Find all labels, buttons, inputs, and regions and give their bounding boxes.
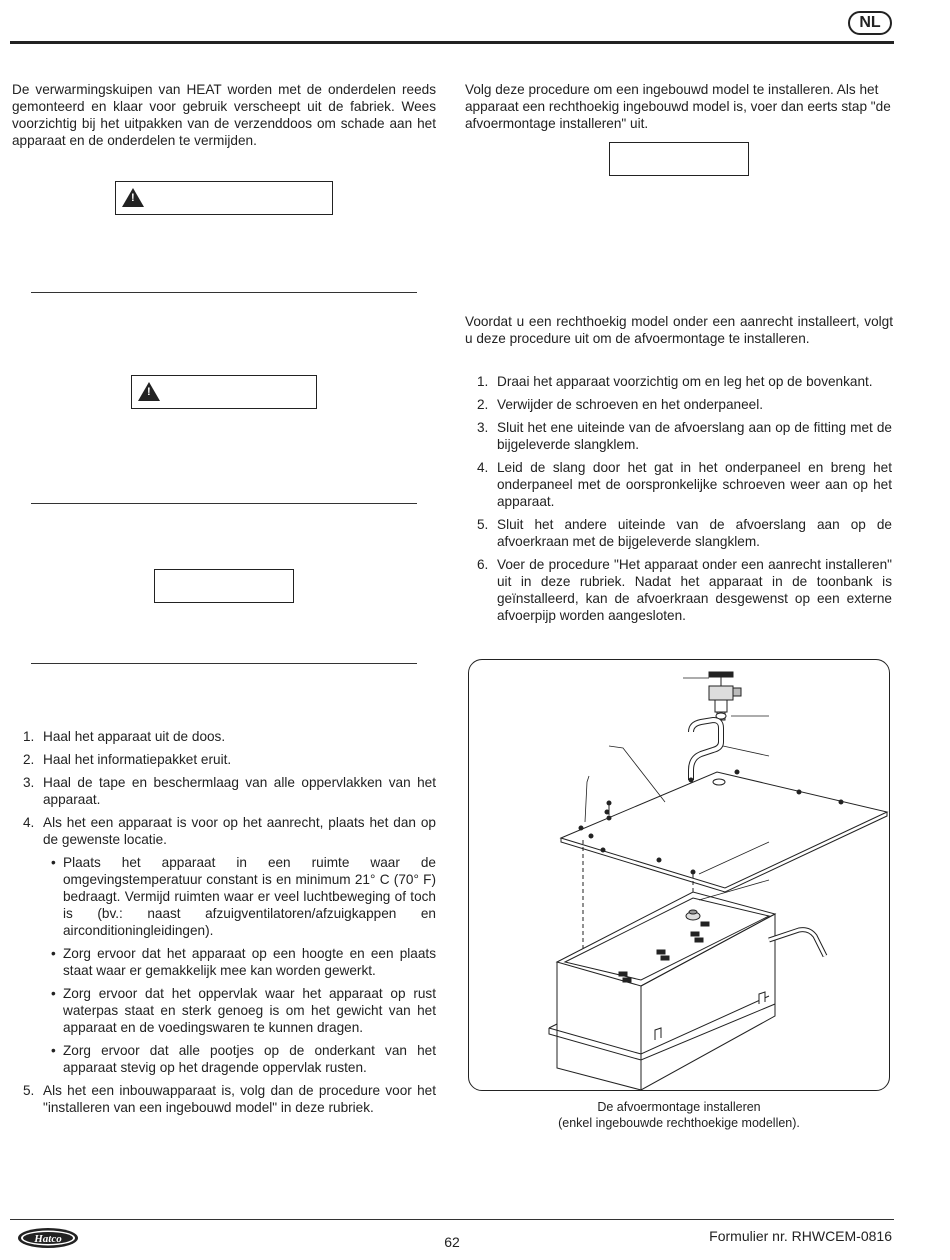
list-item: 3. Sluit het ene uiteinde van de afvoerslang aan op de fitting met de bijgeleverde slangklem. — [477, 420, 892, 452]
list-item: 3. Haal de tape en beschermlaag van alle oppervlakken van het apparaat. — [23, 775, 436, 807]
form-number: Formulier nr. RHWCEM-0816 — [709, 1228, 892, 1244]
placement-bullets — [43, 854, 436, 1076]
unpacking-intro: De verwarmingskuipen van HEAT worden met de onderdelen reeds gemonteerd en klaar voor gebruik verscheept uit de fabriek. Wees voorzichtig bij het uitpakken van de verzenddoos om schade aan het apparaat en de onderdelen te vermijden. — [12, 82, 436, 148]
drain-valve-icon — [709, 672, 741, 720]
hatco-logo — [16, 1226, 80, 1250]
list-item: 1. Draai het apparaat voorzichtig om en leg het op de bovenkant. — [477, 374, 873, 389]
list-item: • Zorg ervoor dat het apparaat op een hoogte en een plaats staat waar er gemakkelijk mee kan worden gewerkt. — [51, 946, 436, 978]
notice-box — [609, 142, 749, 176]
list-item: 1. Haal het apparaat uit de doos. — [23, 729, 226, 744]
section-divider-3 — [31, 663, 417, 664]
unpacking-steps — [12, 728, 436, 1122]
drain-intro: Voordat u een rechthoekig model onder een aanrecht installeert, volgt u deze procedure uit om de afvoermontage te installeren. — [465, 314, 893, 346]
drain-steps — [466, 373, 892, 630]
drain-assembly-illustration — [469, 660, 889, 1090]
list-item: 5. Als het een inbouwapparaat is, volg dan de procedure voor het "installeren van een ingebouwd model" in deze rubriek. — [23, 1083, 436, 1115]
warning-box-2 — [131, 375, 317, 409]
warning-triangle-icon: ! — [122, 188, 144, 207]
list-item: • Plaats het apparaat in een ruimte waar de omgevingstemperatuur constant is en minimum 21° C (70° F) bedraagt. Vermijd ruimten waar er veel luchtbeweging of toch is (bv.: naast afzuigventilatoren/afzuigkappen en airconditioningleidingen). — [51, 855, 436, 938]
list-item: 6. Voer de procedure "Het apparaat onder een aanrecht installeren" uit in deze rubriek. Nadat het apparaat in de toonbank is geïnstalleerd, kan de afvoerkraan desgewenst op een externe afvoerpijp worden aangesloten. — [477, 557, 892, 623]
list-item: 5. Sluit het andere uiteinde van de afvoerslang aan op de afvoerkraan met de bijgeleverde slangklem. — [477, 517, 892, 549]
figure-caption: De afvoermontage installeren (enkel ingebouwde rechthoekige modellen). — [558, 1100, 800, 1130]
list-item: 2. Verwijder de schroeven en het onderpaneel. — [477, 397, 764, 412]
notice-box — [154, 569, 294, 603]
section-divider-1 — [31, 292, 417, 293]
warning-box-1 — [115, 181, 333, 215]
svg-text:Hatco: Hatco — [34, 1233, 62, 1245]
warning-triangle-icon: ! — [138, 382, 160, 401]
list-item: • Zorg ervoor dat alle pootjes op de onderkant van het apparaat stevig op het dragende oppervlak rusten. — [51, 1043, 436, 1075]
footer-rule — [10, 1219, 894, 1220]
built-in-intro: Volg deze procedure om een ingebouwd model te installeren. Als het apparaat een rechthoekig ingebouwd model is, voer dan eerts stap "de afvoermontage installeren" uit. — [465, 82, 891, 131]
list-item: 4. Als het een apparaat is voor op het aanrecht, plaats het dan op de gewenste locatie. • Plaats het apparaat in een ruimte waar de omgevingstemperatuur constant is en minimum 21° C (70° F) bedraagt. Vermijd ruimten waar er veel luchtbeweging of toch is (bv.: naast afzuigventilatoren/afzuigkappen en airconditioningleidingen). • Zorg ervoor dat het apparaat op een hoogte en een plaats staat waar er gemakkelijk mee kan worden gewerkt. • Zorg ervoor dat het oppervlak waar het apparaat op rust waterpas staat en sterk genoeg is om het gewicht van het apparaat en de voedingswaren te kunnen dragen. • Zorg ervoor dat alle pootjes op de onderkant van het apparaat stevig op het dragende oppervlak rusten. — [23, 815, 436, 1075]
list-item: • Zorg ervoor dat het oppervlak waar het apparaat op rust waterpas staat en sterk genoeg is om het gewicht van het apparaat en de voedingswaren te kunnen dragen. — [51, 986, 436, 1035]
header-rule — [10, 41, 894, 44]
page-number: 62 — [444, 1234, 460, 1250]
list-item: 4. Leid de slang door het gat in het onderpaneel en breng het onderpaneel met de oorspronkelijke schroeven weer aan op het apparaat. — [477, 460, 892, 509]
list-item: 2. Haal het informatiepakket eruit. — [23, 752, 232, 767]
section-divider-2 — [31, 503, 417, 504]
language-badge: NL — [848, 11, 892, 35]
drain-assembly-figure — [468, 659, 890, 1091]
